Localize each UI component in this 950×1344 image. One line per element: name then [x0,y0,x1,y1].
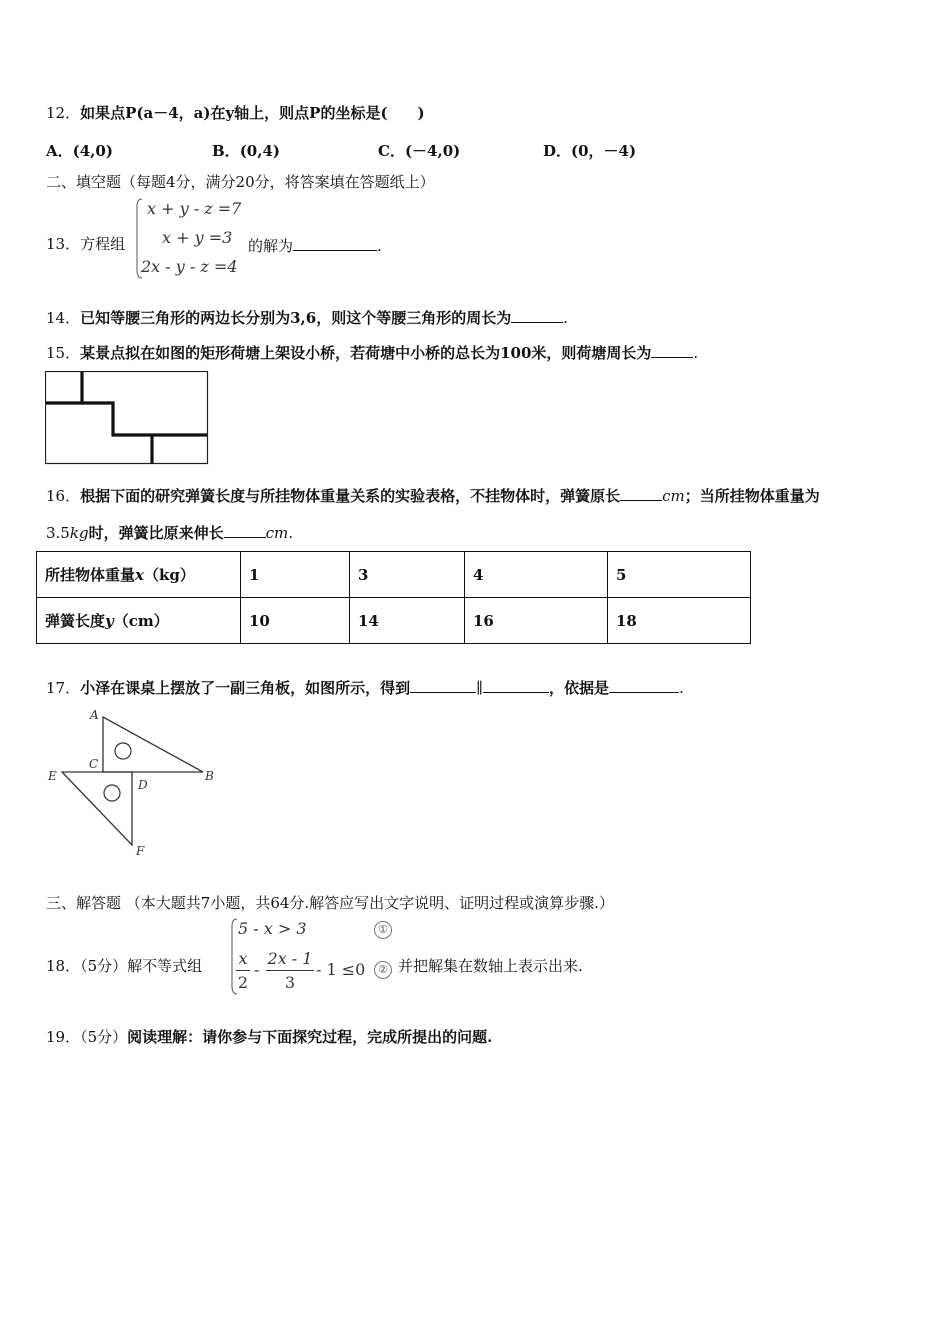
label-d: D [138,778,148,792]
q19-stem: 19．（5分）阅读理解：请你参与下面探究过程，完成所提出的问题. [46,1028,493,1046]
q17-blank-2[interactable] [483,676,549,693]
q16-stem-line1: 16．根据下面的研究弹簧长度与所挂物体重量关系的实验表格，不挂物体时，弹簧原长 cm；当所挂物体重量为 [46,484,820,506]
q18-frac2: 2x - 1 3 [267,949,313,992]
section3-title: 三、解答题 （本大题共7小题，共64分.解答应写出文字说明、证明过程或演算步骤.） [46,894,614,912]
label-c: C [89,757,99,771]
q18-ineq1: 5 - x > 3 [238,919,307,938]
table-cell: 1 [241,552,350,598]
table-row [37,598,751,644]
q17-stem: 17．小泽在课桌上摆放了一副三角板，如图所示，得到 ∥ ，依据是 . [46,676,684,698]
label-f: F [136,844,145,858]
table-cell: 10 [241,598,350,644]
table-cell: 16 [465,598,608,644]
q13-eq3: 2x - y - z =4 [141,257,238,276]
q12-option-c: C．(－4,0) [378,142,461,160]
q13-eq1: x + y - z =7 [147,199,242,218]
q13-prefix: 13．方程组 [46,235,126,253]
pond-rectangle [46,372,208,464]
q16-stem-line2: 3.5kg时，弹簧比原来伸长 cm. [46,521,293,543]
spring-data-table [36,551,751,644]
q16-blank-1[interactable] [620,484,662,501]
q16-blank-2[interactable] [224,521,266,538]
table-cell: 4 [465,552,608,598]
q12-text: 如果点P(a－4，a)在y轴上，则点P的坐标是( ) [80,104,425,122]
q18-suffix: 并把解集在数轴上表示出来. [398,957,583,975]
section2-title: 二、填空题（每题4分，满分20分，将答案填在答题纸上） [46,173,435,191]
q13-answer-blank[interactable] [293,234,377,251]
q18-mark-2: ② [374,961,392,979]
table-cell: 14 [350,598,465,644]
pond-bridge-figure [45,371,209,466]
set-squares-figure [45,705,225,865]
q13-eq2: x + y =3 [162,228,233,247]
label-a: A [90,708,99,722]
label-b: B [205,769,214,783]
table-cell: 18 [608,598,751,644]
q17-blank-1[interactable] [410,676,476,693]
upper-triangle-hole [115,743,131,759]
label-e: E [48,769,57,783]
q14-stem: 14．已知等腰三角形的两边长分别为3,6，则这个等腰三角形的周长为 . [46,306,568,328]
q14-answer-blank[interactable] [511,306,563,323]
table-header-length: 弹簧长度y（cm） [37,598,241,644]
q12-option-a: A．(4,0) [46,142,113,160]
lower-triangle-hole [104,785,120,801]
q17-blank-3[interactable] [609,676,679,693]
table-cell: 5 [608,552,751,598]
q18-frac1: x 2 [237,949,249,992]
q18-mark-1: ① [374,921,392,939]
q12-number: 12． [46,104,81,122]
table-header-weight: 所挂物体重量x（kg） [37,552,241,598]
q15-stem: 15．某景点拟在如图的矩形荷塘上架设小桥，若荷塘中小桥的总长为100米，则荷塘周长为 . [46,341,698,363]
table-row [37,552,751,598]
q12-option-d: D．(0，－4) [543,142,637,160]
q15-answer-blank[interactable] [651,341,693,358]
q18-tail: - 1 ≤0 [316,960,366,979]
q12-option-b: B．(0,4) [212,142,280,160]
q12-stem [46,103,425,123]
lower-triangle [62,772,132,845]
q13-suffix: 的解为 . [248,234,382,256]
q18-minus: - [254,960,260,979]
table-cell: 3 [350,552,465,598]
q18-prefix: 18．（5分）解不等式组 [46,957,203,975]
